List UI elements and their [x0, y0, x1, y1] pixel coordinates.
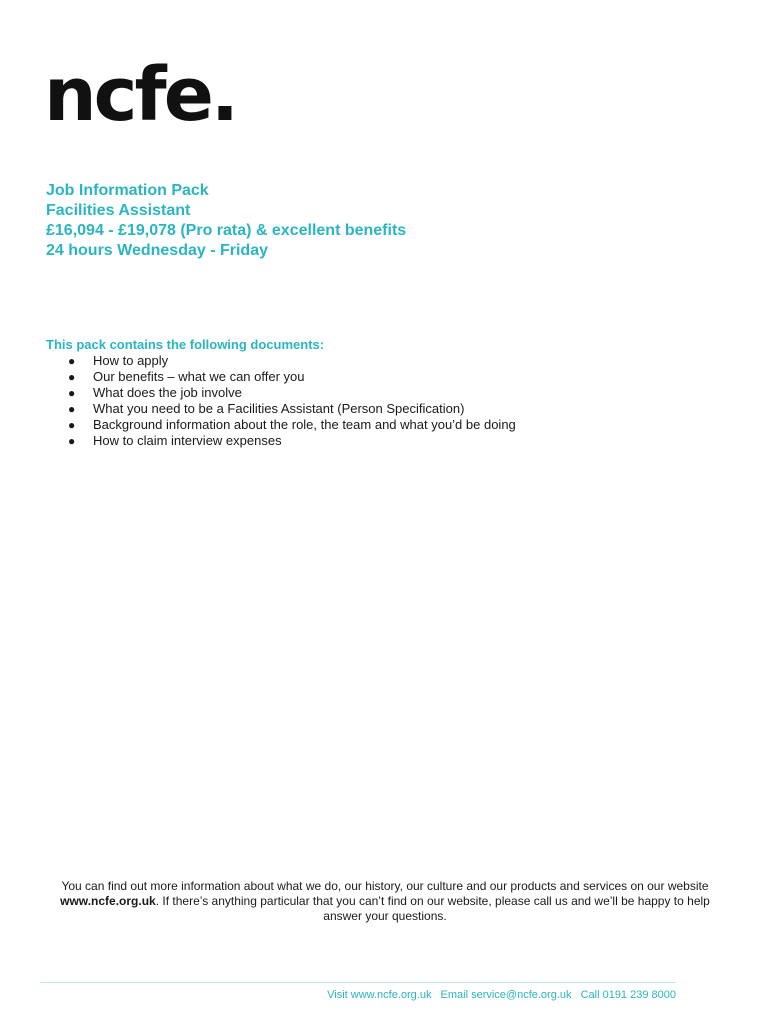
footer-call[interactable]: Call 0191 239 8000	[580, 989, 676, 1001]
list-item	[46, 369, 516, 385]
bullet-icon: ●	[68, 386, 76, 400]
hours-line: 24 hours Wednesday - Friday	[46, 242, 268, 259]
title-block	[46, 181, 406, 261]
list-item-label: What you need to be a Facilities Assistant (Person Specification)	[93, 401, 465, 416]
contents-heading: This pack contains the following documents:	[46, 337, 325, 352]
info-paragraph	[40, 879, 730, 924]
list-item-label: Our benefits – what we can offer you	[93, 369, 305, 384]
footer-visit[interactable]: Visit www.ncfe.org.uk	[327, 989, 432, 1001]
list-item-label: How to apply	[93, 353, 169, 368]
list-item-label: Background information about the role, the team and what you’d be doing	[93, 417, 516, 432]
list-item	[46, 433, 516, 449]
website-link[interactable]: www.ncfe.org.uk	[60, 894, 156, 908]
info-text-before: You can find out more information about what we do, our history, our culture and our products and services on our website	[61, 879, 709, 893]
list-item	[46, 385, 516, 401]
list-item	[46, 353, 516, 369]
bullet-icon: ●	[68, 418, 76, 432]
bullet-icon: ●	[68, 402, 76, 416]
ncfe-logo: ncfe.	[44, 52, 237, 138]
list-item	[46, 417, 516, 433]
bullet-icon: ●	[68, 354, 76, 368]
footer-email[interactable]: Email service@ncfe.org.uk	[440, 989, 572, 1001]
info-text-after: . If there’s anything particular that you can’t find on our website, please call us and we’ll be happy to help answer your questions.	[155, 894, 710, 923]
list-item	[46, 401, 516, 417]
bullet-icon: ●	[68, 434, 76, 448]
bullet-icon: ●	[68, 370, 76, 384]
footer	[40, 988, 676, 1002]
list-item-label: How to claim interview expenses	[93, 433, 282, 448]
contents-section	[46, 337, 516, 449]
list-item-label: What does the job involve	[93, 385, 242, 400]
job-title: Facilities Assistant	[46, 202, 191, 219]
pack-title: Job Information Pack	[46, 182, 209, 199]
contents-list	[46, 353, 516, 449]
footer-divider	[40, 982, 676, 983]
salary-line: £16,094 - £19,078 (Pro rata) & excellent benefits	[46, 222, 407, 239]
